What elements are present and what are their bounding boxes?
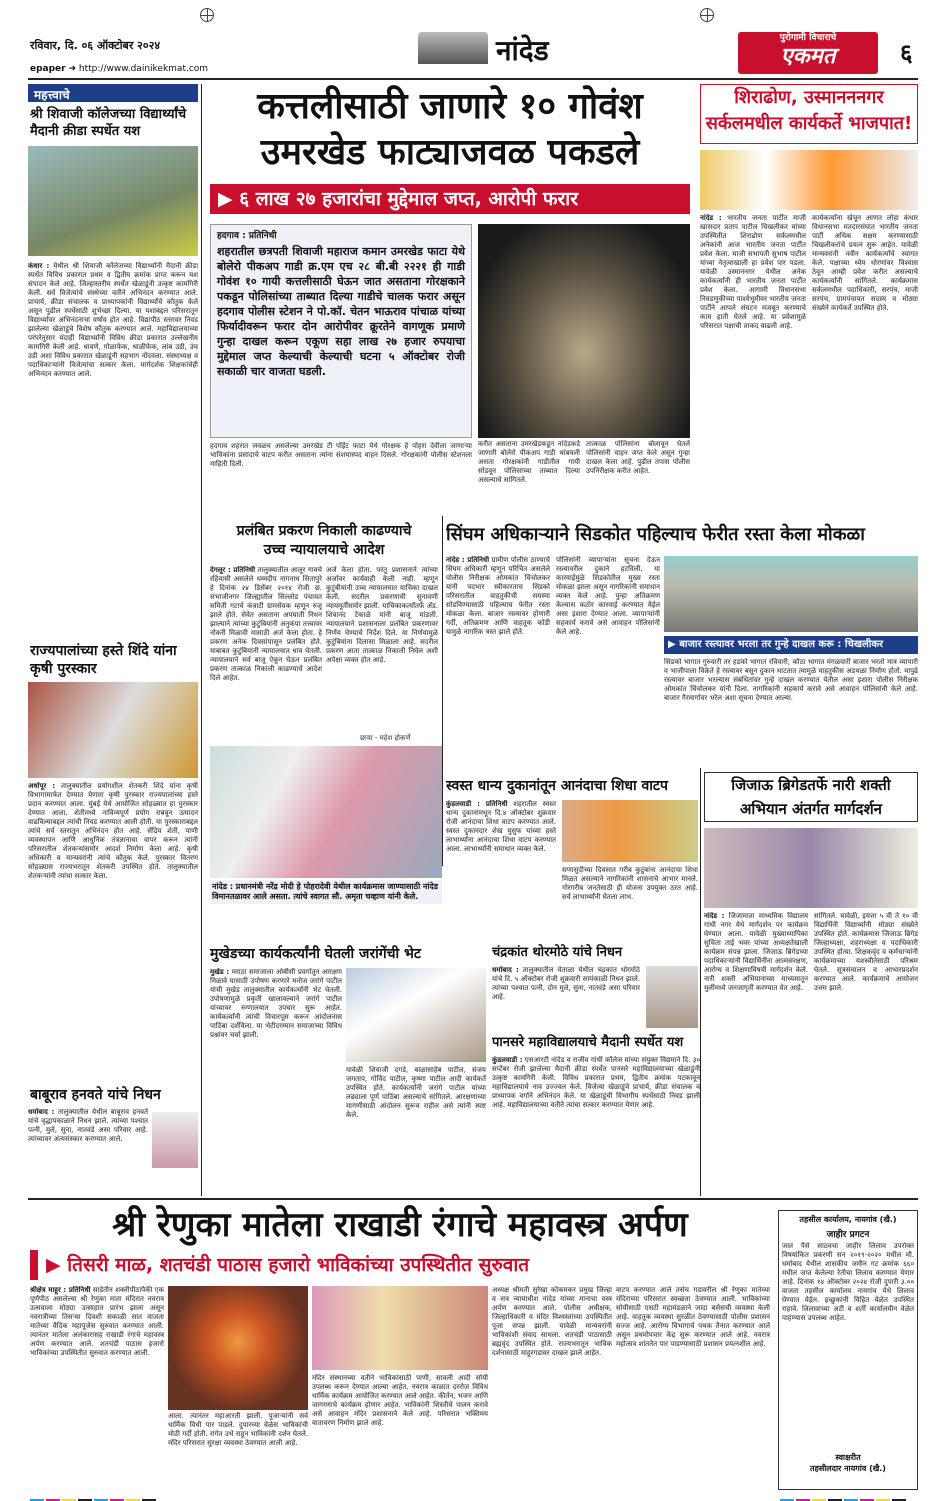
ration-title: स्वस्त धान्य दुकानांतून आनंदाचा शिधा वाटप [446, 778, 668, 794]
color-calibration-bar [780, 1490, 908, 1501]
registration-mark-icon [700, 8, 714, 22]
singham-body-2: पोलिसांनी व्यापाऱ्यांना सूचना देऊन रस्त्यावरील दुकाने हटविली. या कारवाईमुळे सिडकोतील मुख्य रस्ता मोकळा झाला असून नागरिकांनी समाधान व्यक्त केले आहे. पुन्हा अतिक्रमण केल्यास कठोर कारवाई करण्यात येईल असा इशारा देण्यात आला. व्यापाऱ्यांनी सहकार्य करावे असे आवाहन पोलिसांनी केले आहे. [556, 556, 660, 636]
hospital-photo [346, 968, 486, 1062]
s3-body: धर्माबाद : तालुक्यातील येथील बाबूराव हनवते यांचे वृद्धापकाळाने निधन झाले. त्यांच्या पश्चात पत्नी, मुले, सुना, नातवंडे असा परिवार आहे. त्यांच्यावर अंत्यसंस्कार करण्यात आले. [28, 1108, 148, 1143]
main-body-3: हदगाव शहरात जवळच असलेल्या उमरखेड टी पॉईंट फाटा येथे गोरक्षक हे पोहरा देवीला जाणाऱ्या भाविकांना प्रसादाचे वाटप करीत असताना त्यांना संशयास्पद वाहन दिसले. गोरक्षकांनी पोलीस स्टेशनला माहिती दिली. [210, 442, 472, 468]
arrow-icon: ➜ [68, 64, 77, 74]
singham-body-1: नांदेड : प्रतिनिधी ग्रामीण पोलीस ठाण्याचे सिंघम अधिकारी म्हणून परिचित असलेले पोलीस निरीक्षक ओमकांत चिंचोलकर यांनी पदभार स्वीकारताच सिडको परिसरातील वाहतुकीची समस्या सोडविण्यासाठी पहिल्याच फेरीत रस्ता मोकळा केला. बाजार रस्त्यावर होणारी गर्दी, अतिक्रमण आणि वाहतूक कोंडी यामुळे नागरिक त्रस्त झाले होते. [446, 556, 550, 636]
sports-photo [28, 146, 198, 256]
s1-body: कंधार : येथील श्री शिवाजी कॉलेजच्या विद्यार्थ्यांनी मैदानी क्रीडा स्पर्धेत विविध प्रकारात प्रथम व द्वितीय क्रमांक प्राप्त करून यश संपादन केले आहे. जिल्हास्तरीय स्पर्धेत खेळाडूंनी उत्कृष्ट कामगिरी केली. सर्व विजेत्यांचे संस्थेच्या वतीने अभिनंदन करण्यात आले. प्राचार्य, क्रीडा संचालक व प्राध्यापकांनी विद्यार्थ्यांचे कौतुक केले असून पुढील स्पर्धेसाठी शुभेच्छा दिल्या. या यशाबद्दल परिसरातून विद्यार्थ्यांवर अभिनंदनाचा वर्षाव होत आहे. विद्यापीठ स्तरावर निवड झालेल्या खेळाडूंचे विशेष कौतुक करण्यात आले. महाविद्यालयाच्या परंपरेनुसार यंदाही विद्यार्थ्यांनी विविध क्रीडा प्रकारात उल्लेखनीय कामगिरी केली आहे. धावणे, गोळाफेक, थाळीफेक, लांब उडी, उंच उडी अशा विविध प्रकारात खेळाडूंनी सहभाग नोंदवला. संस्थाध्यक्ष व पदाधिकाऱ्यांनी विजेत्यांचा सत्कार केला. मार्गदर्शक शिक्षकांचेही अभिनंदन करण्यात आले. [28, 262, 198, 378]
notice-office: तहसील कार्यालय, नायगांव (खै.) [799, 1215, 897, 1224]
procession-photo [312, 1286, 488, 1370]
bazaar-body: सिडको भागात गुरुवारी तर हडको भागात रविवारी, कौठा भागात मंगळवारी बाजार भरतो मात्र व्यापारी व भाजीपाला विक्रेते हे रस्त्यावर बसून दुकान थाटतात त्यामुळे वाहतुकीस अडथळा निर्माण होतो. यापुढे रस्त्यावर बाजार भरल्यास संबंधितांवर गुन्हे दाखल करण्यात येतील असा इशारा पोलीस निरीक्षक ओमकांत चिंचोलकर यांनी दिला. नागरिकांनी सहकार्य करावे असे आवाहन पोलिसांनी केले आहे. बाजार गैरमार्गावर भरेल अशा सूचना देण्यात आल्या. [664, 658, 918, 702]
jijau-title-1: जिजाऊ ब्रिगेडतर्फे नारी शक्ती [731, 776, 891, 794]
court-title-2: उच्च न्यायालयाचे आदेश [263, 542, 385, 558]
award-photo [28, 682, 198, 778]
jijau-body-1: नांदेड : जिजामाता माध्यमिक विद्यालय गांधी नगर येथे मार्गदर्शन पर कार्यक्रम घेण्यात आला. यावेळी मुख्याध्यापिका सुचिता ताई भवर यांच्या अध्यक्षतेखाली कार्यक्रम संपन्न झाला. जिजाऊ ब्रिगेडच्या पदाधिकाऱ्यांनी विद्यार्थिनींना आत्मसंरक्षण, आरोग्य व शिक्षणाविषयी मार्गदर्शन केले. नारी शक्ती अभियानाच्या माध्यमातून मुलींमध्ये जनजागृती करण्यात येत आहे. [704, 912, 808, 992]
photo-credit: छाया - महेश होकर्णे [360, 734, 411, 742]
modi-welcome-photo [210, 746, 442, 878]
modi-caption: नांदेड : प्रधानमंत्री नरेंद्र मोदी हे पोहरादेवी येथील कार्यक्रमास जाण्यासाठी नांदेड विमानतळावर आले असता. त्यांचे स्वागत सौ. अमृता चव्हाण यांनी केले. [210, 880, 442, 904]
renuka-title: श्री रेणुका मातेला राखाडी रंगाचे महावस्त्र अर्पण [112, 1205, 688, 1245]
triangle-icon: ▶ [46, 1254, 61, 1276]
triangle-icon: ▶ [218, 188, 233, 210]
ration-body-1: कुंडलवाडी : प्रतिनिधी शहरातील स्वस्त धान्य दुकानांमधून दि.४ ऑक्टोबर शुक्रवार रोजी आनंदाचा शिधा वाटप करण्यात आले. स्वस्त दुकानदार शेख युसुफ यांच्या हस्ते लाभार्थ्यांना आनंदाचा शिधा वाटप करण्यात आला. लाभार्थ्यांनी समाधान व्यक्त केले. [446, 800, 556, 853]
notice-body: जात पैसे साठवचा जाहीर लिलाव उपरोक्त विषयांकित प्रकरणी सन २०१९-२०२० मधील मौ. धर्माबाद येथील शासकीय जमीन गट क्रमांक ६६० मधील जप्त केलेल्या रेतीचा लिलाव करण्यात येणार आहे. दिनांक १४ ऑक्टोबर २०२४ रोजी दुपारी ३.०० वाजता तहसील कार्यालय नायगांव येथे लिलाव घेण्यात येईल. इच्छुकांनी विहित वेळेत उपस्थित राहावे. लिलावाच्या अटी व शर्ती कार्यालयीन वेळेत पाहण्यास उपलब्ध आहेत. [782, 1242, 914, 1322]
panasare-title: पानसरे महाविद्यालयाचे मैदानी स्पर्धेत यश [492, 1035, 684, 1050]
main-headline-line2: उमरखेड फाट्याजवळ पकडले [260, 132, 640, 173]
thorat-title: चंद्रकांत थोरमोठे यांचे निधन [492, 945, 623, 960]
main-byline: हदगाव : प्रतिनिधी [217, 231, 277, 241]
main-body-1: करीत असताना उमरखेडकडून नांदेडकडे जाणारी बोलेरो पीकअप गाडी थांबवली असता गोरक्षकांनी गाडीतील गायी सोडवून पोलिसांच्या ताब्यात दिल्या असल्याचे सांगितले. [478, 440, 580, 484]
renuka-idol-photo [168, 1286, 308, 1410]
color-calibration-bar [30, 1490, 158, 1501]
renuka-subtitle: ▶ तिसरी माळ, शतचंडी पाठास हजारो भाविकांच्या उपस्थितीत सुरुवात [30, 1250, 770, 1280]
bjp-join-photo [700, 150, 918, 210]
jijau-box [704, 772, 918, 822]
renuka-body-3: मंदिर संस्थानच्या वतीने भाविकांसाठी पाणी, सावली आदी सोयी उपलब्ध करून देण्यात आल्या आहेत. नवरात्र काळात दररोज विविध धार्मिक कार्यक्रम आयोजित करण्यात आले आहेत. कीर्तन, भजन आणि जागरणाचे कार्यक्रम होणार आहेत. भाविकांनी शिस्तीचे पालन करावे असे आवाहन मंदिर प्रशासनाने केले आहे. परिसरात भक्तिमय वातावरण निर्माण झाले आहे. [312, 1374, 488, 1427]
court-body-2: अर्ज केला होता. परंतु प्रशासनाने त्यांच्या अर्जावर कार्यवाही केली नाही. म्हणून कुटुंबीयांनी उच्च न्यायालयात याचिका दाखल केली. सदरील प्रकरणाची सुनावणी न्यायमूर्तींसमोर झाली. याचिकाकर्त्यांतर्फे ॲड. शिवानंद टेकाळे यांनी बाजू मांडली. न्यायालयाने प्रशासनाला प्रलंबित प्रकरणावर निर्णय घेण्याचे निर्देश दिले. या निर्णयामुळे कुटुंबियांना दिलासा मिळाला आहे. सदरील प्रकरण आता तात्काळ निकाली निघेल अशी अपेक्षा व्यक्त होत आहे. [326, 566, 438, 664]
bazaar-subheadline: ▶ बाजार रस्त्यावर भरला तर गुन्हे दाखल करू : चिखलीकर [664, 636, 918, 654]
registration-mark-icon [200, 8, 214, 22]
column-rule [201, 84, 202, 1196]
s2-title: राज्यपालांच्या हस्ते शिंदे यांना कृषी पुरस्कार [30, 643, 177, 677]
singham-title: सिंघम अधिकाऱ्याने सिडकोत पहिल्याच फेरीत रस्ता केला मोकळा [446, 524, 865, 545]
s1-title: श्री शिवाजी कॉलेजच्या विद्यार्थ्यांचे मैदानी क्रीडा स्पर्धेत यश [30, 107, 187, 139]
sidebar-label: महत्त्वाचे [28, 84, 198, 102]
right-top-title-2: सर्कलमधील कार्यकर्ते भाजपात! [705, 113, 913, 134]
right-top-body-2: कार्यकर्त्यांना खेचून आणत लोहा कंधार विधानसभा मतदारसंघात भारतीय जनता पार्टी अधिक सक्षम करण्यासाठी चिखलीकरांचे प्रयत्न सुरू आहेत. यावेळी मान्यवरांनी नवीन कार्यकर्त्यांचे स्वागत केले. पक्षाच्या ध्येय धोरणांवर विश्वास ठेवून आम्ही प्रवेश करीत असल्याचे कार्यकर्त्यांनी सांगितले. कार्यक्रमास सर्कलमधील पदाधिकारी, सरपंच, माजी सरपंच, ग्रामपंचायत सदस्य व मोठ्या संख्येने कार्यकर्ते उपस्थित होते. [812, 214, 918, 312]
renuka-body-2: आला. त्यानंतर महाआरती झाली. पुजाऱ्यांनी सर्व धार्मिक विधी पार पाडले. दुपारच्या वेळेस भाविकांची मोठी गर्दी होती. रांगेत उभे राहून भाविकांनी दर्शन घेतले. मंदिर परिसरात सुरक्षा व्यवस्था ठेवण्यात आली आहे. [168, 1412, 308, 1447]
page-number: ६ [900, 39, 913, 67]
mukhed-title: मुखेडच्या कार्यकर्त्यांनी घेतली जरांगेंची भेट [210, 946, 421, 962]
right-top-title-1: शिराढोण, उस्मानननगर [734, 87, 884, 108]
site-url[interactable]: http://www.dainikekmat.com [78, 64, 209, 74]
thorat-body: धर्माबाद : तालुक्यातील येताळा येथील चंद्रकांत थोरमोठे यांचे दि. ५ ऑक्टोबर रोजी शुक्रवारी सायंकाळी निधन झाले. त्यांच्या पश्चात पत्नी, दोन मुले, सुना, नातवंडे असा परिवार आहे. [492, 966, 640, 1001]
jijau-body-2: सांगितले. यावेळी, इयत्ता ५ वी ते १० वी विद्यार्थिनी विद्यार्थ्यांनी मोठ्या संख्येने उपस्थित होते. कार्यक्रमास जिजाऊ ब्रिगेड जिल्हाध्यक्षा, शहराध्यक्षा व पदाधिकारी उपस्थित होत्या. शिक्षकवृंद व कर्मचाऱ्यांनी कार्यक्रमाच्या यशस्वीतेसाठी परिश्रम घेतले. सूत्रसंचालन व आभारप्रदर्शन करण्यात आले. कार्यक्रमाचे आयोजन उत्तम झाले. [814, 912, 918, 992]
panasare-body: कुंडलवाडी : एसआरटी नांदेड व राजीव गांधी कॉलेज यांच्या संयुक्त विद्यमाने दि. ३० सप्टेंबर रोजी झालेल्या मैदानी क्रीडा स्पर्धेत पानसरे महाविद्यालयाच्या खेळाडूंनी उत्कृष्ट कामगिरी केली. विविध प्रकारात प्रथम, द्वितीय क्रमांक पटकावून महाविद्यालयाचे नाव उज्ज्वल केले. विजेत्या खेळाडूंचे प्राचार्य, क्रीडा संचालक व प्राध्यापक वर्गाने अभिनंदन केले. या खेळाडूंची विभागीय स्पर्धेसाठी निवड झाली आहे. महाविद्यालयाच्या वतीने त्यांचा सत्कार करण्यात येणार आहे. [492, 1056, 700, 1109]
right-top-box [700, 84, 918, 144]
city-name: नांदेड [496, 34, 549, 67]
main-lead-box [210, 224, 472, 438]
brand-logo: पुरोगामी विचाराचे एकमत [738, 32, 878, 74]
cattle-photo [478, 224, 690, 438]
police-street-photo [664, 556, 918, 632]
triangle-icon: ▶ [668, 639, 676, 650]
masthead [0, 0, 945, 72]
thorat-portrait [646, 966, 698, 1028]
notice-title: जाहीर प्रगटन [826, 1230, 870, 1240]
renuka-body-5: वाटप करण्यात आले तसेच गडावरील श्री रेणुका मातेच्या मंदिराच्या परिसरात स्वच्छता ठेवण्यात आली. भाविकांच्या सोयीसाठी एसटी महामंडळाने जादा बसेसची व्यवस्था केली आहे. वाहतूक व्यवस्था सुरळीत ठेवण्यासाठी पोलीस प्रशासन सज्ज आहे. आरोग्य विभागाचे पथक तैनात करण्यात आले असून प्रथमोपचार केंद्र सुरू करण्यात आले आहे. नवरात्र महोत्सव शांततेत पार पाडण्यासाठी प्रशासन प्रयत्नशील आहे. [616, 1286, 770, 1348]
s2-body: अर्धापूर : तालुक्यातील प्रयोगशील शेतकरी शिंदे यांना कृषी विभागामार्फत देण्यात येणारा कृषी पुरस्कार राज्यपालांच्या हस्ते प्रदान करण्यात आला. मुंबई येथे आयोजित सोहळ्यात हा पुरस्कार देण्यात आला. शेतीमध्ये नाविन्यपूर्ण प्रयोग राबवून उत्पादन वाढविल्याबद्दल त्यांची निवड करण्यात आली होती. या पुरस्काराबद्दल त्यांचे सर्व स्तरातून अभिनंदन होत आहे. सेंद्रिय शेती, पाणी व्यवस्थापन आणि आधुनिक तंत्रज्ञानाचा वापर करून त्यांनी परिसरातील शेतकऱ्यांसमोर आदर्श निर्माण केला आहे. कृषी अधिकारी व मान्यवरांनी त्यांचे कौतुक केले. पुरस्कार वितरण सोहळ्यास राज्यभरातून शेतकरी उपस्थित होते. तालुक्यातील शेतकऱ्यांनी त्यांचा सत्कार केला. [28, 782, 198, 880]
sidebar [28, 84, 198, 1196]
section-rule [28, 1198, 918, 1200]
public-notice [778, 1210, 918, 1490]
issue-date: रविवार, दि. ०६ ऑक्टोबर २०२४ [30, 39, 161, 52]
column-rule [700, 768, 701, 1196]
main-headline-line1: कत्तलीसाठी जाणारे १० गोवंश [257, 86, 643, 127]
main-subheadline: ▶ ६ लाख २७ हजारांचा मुद्देमाल जप्त, आरोपी फरार [210, 184, 690, 214]
mukhed-body-2: यावेळी शिवाजी दगडे, बाळासाहेब पाटील, संजय जगताप, गोविंद पाटील, कृष्णा पाटील आदी कार्यकर्ते उपस्थित होते. कार्यकर्त्यांनी जरांगे पाटील यांच्या लढ्याला पूर्ण पाठिंबा असल्याचे सांगितले. आरक्षणाच्या मागणीसाठी आंदोलन सुरूच राहील असे त्यांनी स्पष्ट केले. [346, 1066, 486, 1119]
emblem-icon [418, 32, 488, 64]
notice-sign: स्वाक्षरीत [835, 1453, 861, 1462]
header-rule [28, 78, 918, 80]
main-lead: शहरातील छत्रपती शिवाजी महाराज कमान उमरखेड फाटा येथे बोलेरो पीकअप गाडी क्र.एम एच २८ बी.बी २२२१ ही गाडी गोवंश १० गायी कत्तलीसाठी घेऊन जात असताना गोरक्षकाने पकडून पोलिसांच्या ताब्यात दिल्या गाडीचे चालक फरार असून हदगाव पोलीस स्टेशन ने पो.कॉ. चेतन भाऊराव पांचाळ यांच्या फिर्यादीवरून फरार दोन आरोपीवर क्रूरतेने वागणूक प्रमाणे गुन्हा दाखल करून एकूण सहा लाख २७ हजार रुपयाचा मुद्देमाल जप्त केल्याची केल्याची घटना ५ ऑक्टोबर रोजी सकाळी चार वाजता घडली. [217, 245, 465, 378]
ration-photo [562, 800, 698, 862]
portrait-photo [152, 1112, 198, 1168]
renuka-body-4: अध्यक्ष श्रीमती सुरेखा कोकमकर प्रमुख जिल्हा व सत्र न्यायाधीश नांदेड यांच्या मानाचा वस्त्र अर्पण करण्यात आले. पोलीस अधीक्षक, जिल्हाधिकारी व मंदिर विश्वस्तांच्या उपस्थितीत पूजा संपन्न झाली. यावेळी मान्यवरांनी भाविकांशी संवाद साधला. शतचंडी पाठासाठी ब्रह्मवृंद उपस्थित होते. राज्यभरातून भाविक दर्शनासाठी माहूरगडावर दाखल झाले आहेत. [492, 1286, 612, 1357]
jijau-photo [704, 828, 918, 908]
ration-body-2: सणासुदीच्या दिवसात गरीब कुटुंबांना आनंदाचा शिधा मिळत असल्याने नागरिकांनी शासनाचे आभार मानले. गोरगरीब जनतेसाठी ही योजना उपयुक्त ठरत आहे. सर्व लाभार्थ्यांनी घेतला लाभ. [562, 866, 698, 901]
court-title-1: प्रलंबित प्रकरण निकाली काढण्याचे [236, 523, 412, 539]
jijau-title-2: अभियान अंतर्गत मार्गदर्शन [739, 800, 883, 818]
renuka-body-1: श्रीक्षेत्र माहूर : प्रतिनिधी साडेतीन शक्तीपीठापैकी एक पूर्णपीठ असलेल्या श्री रेणुका माता मंदिरात नवरात्र उत्सवाला मोठ्या उत्साहात प्रारंभ झाला असून नवरात्रीच्या तिसऱ्या दिवशी सकाळी सात वाजता मातेच्या वैदिक महापूजेस सुरुवात करण्यात आली. त्यानंतर मातेला अलंकारासह राखाडी रंगाचे महावस्त्र अर्पण करण्यात आले. शतचंडी पाठास हजारो भाविकांच्या उपस्थितीत सुरुवात करण्यात आली. [30, 1286, 164, 1357]
main-body-2: तात्काळ पोलिसांना बोलावून घेतले पोलिसांनी वाहन जप्त केले असून गुन्हा दाखल केला आहे. पुढील तपास पोलीस उपनिरीक्षक करीत आहेत. [586, 440, 690, 475]
right-top-body-1: नांदेड : भारतीय जनता पार्टीत माजी खासदार प्रताप पाटील चिखलीकर यांच्या उपस्थितीत शिराढोण सर्कलमधील अनेकांनी आज भारतीय जनता पार्टीत प्रवेश केला. माजी सभापती सुभाष पाटील यांच्या नेतृत्वाखाली हा प्रवेश पार पडला. यावेळी उस्माननगर येथील अनेक कार्यकर्त्यांनी ही भारतीय जनता पार्टीत प्रवेश केला. आगामी विधानसभा निवडणुकीच्या पार्श्वभूमीवर भारतीय जनता पार्टीने आपले संघटन मजबूत करण्याचे काम हाती घेतले आहे. या प्रवेशामुळे परिसरात पक्षाची ताकद वाढली आहे. [700, 214, 806, 330]
mukhed-body-1: मुखेड : मराठा समाजाला ओबीसी प्रवर्गातून आरक्षण मिळावे यासाठी उपोषण करणारे मनोज जरांगे पाटील यांची मुखेड तालुक्यातील कार्यकर्त्यांनी भेट घेतली. उपोषणामुळे प्रकृती खालावल्याने जरांगे पाटील यांच्यावर रुग्णालयात उपचार सुरू आहेत. कार्यकर्त्यांनी त्यांची विचारपूस करून आंदोलनास पाठिंबा दर्शविला. या भेटीदरम्यान समाजाच्या विविध प्रश्नांवर चर्चा झाली. [210, 968, 342, 1039]
column-rule [442, 516, 443, 866]
s3-title: बाबूराव हनवते यांचे निधन [30, 1087, 161, 1103]
court-body-1: देगलूर : प्रतिनिधी तालुक्यातील आलूर गावचे रहिवासी असलेले धम्मदीप नागनाथ सितापुरे हे दिनांक २४ डिसेंबर २०१४ रोजी छ. संभाजीनगर जिल्ह्यातील सिल्लोड पंचायत समिती गटाचे कंत्राटी ग्रामसेवक म्हणून रुजू झाले होते. सेवेत असताना अपघाती निधन झाल्याने त्यांच्या कुटुंबियांनी अनुकंपा तत्त्वावर नोकरी मिळावी यासाठी अर्ज केला होता. हे प्रकरण अनेक दिवसांपासून प्रलंबित होते. याबाबत कुटुंबियांनी न्यायालयात धाव घेतली. न्यायालयाने सर्व बाजू ऐकून घेऊन प्रलंबित प्रकरण तात्काळ निकाली काढण्याचे आदेश दिले आहेत. [210, 566, 322, 682]
notice-sign2: तहसीलदार नायगांव (खै.) [810, 1464, 886, 1473]
url-bar: epaper ➜ http://www.dainikekmat.com [30, 64, 209, 74]
